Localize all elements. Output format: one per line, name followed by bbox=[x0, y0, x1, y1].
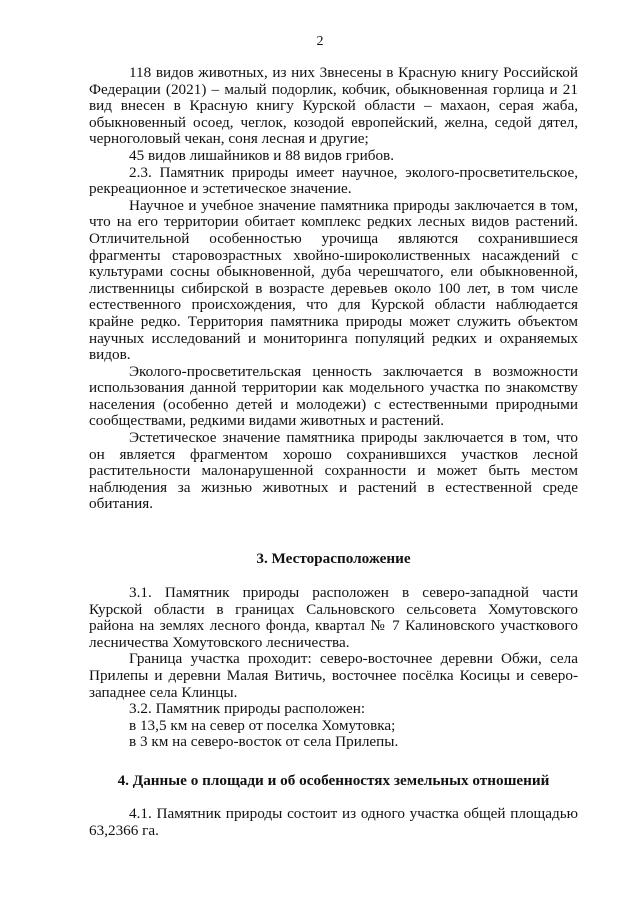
section-3-body bbox=[89, 585, 578, 751]
section-2-continuation bbox=[89, 65, 578, 513]
section-3-heading: 3. Месторасположение bbox=[256, 550, 411, 567]
paragraph-4-1: 4.1. Памятник природы состоит из одного участка общей площадью 63,2366 га. bbox=[89, 805, 578, 839]
paragraph-3-1: 3.1. Памятник природы расположен в северо-западной части Курской области в границах Сальновского сельсовета Хомутовского района на землях лесного фонда, квартал № 7 Калиновского участкового лесничества Хомутовского лесничества. bbox=[89, 584, 578, 651]
paragraph-aesthetic-value: Эстетическое значение памятника природы заключается в том, что он является фрагментом хорошо сохранившихся участков лесной растительности малонарушенной сохранности и может быть местом наблюдения за жизнью животных и растений в естественной среде обитания. bbox=[89, 429, 578, 513]
page-number: 2 bbox=[316, 34, 324, 49]
section-4-body bbox=[89, 806, 578, 839]
paragraph-3-2: 3.2. Памятник природы расположен: bbox=[129, 700, 366, 718]
section-4-heading: 4. Данные о площади и об особенностях земельных отношений bbox=[117, 772, 550, 789]
paragraph-border: Граница участка проходит: северо-восточнее деревни Обжи, села Прилепы и деревни Малая Витичь, восточнее посёлка Косицы и северо-западнее села Клинцы. bbox=[89, 650, 578, 701]
paragraph-2-3: 2.3. Памятник природы имеет научное, эколого-просветительское, рекреационное и эстетическое значение. bbox=[89, 163, 578, 198]
paragraph-educational-value: Эколого-просветительская ценность заключается в возможности использования данной территории как модельного участка по знакомству населения (особенно детей и молодежи) с естественными природными сообществами, редкими видами животных и растений. bbox=[89, 362, 578, 430]
paragraph-scientific-value: Научное и учебное значение памятника природы заключается в том, что на его территории обитает комплекс редких лесных видов растений. Отличительной особенностью урочища являются сохранившиеся фрагменты старовозрастных хвойно-широколиственных насаждений с культурами сосны обыкновенной, дуба черешчатого, ели обыкновенной, лиственницы сибирской в возрасте деревьев около 100 лет, в том числе естественного происхождения, что для Курской области наблюдается крайне редко. Территория памятника природы может служить объектом научных исследований и мониторинга популяций редких и охраняемых видов. bbox=[89, 196, 578, 364]
location-list-item: в 3 км на северо-восток от села Прилепы. bbox=[129, 733, 399, 751]
paragraph-lichens: 45 видов лишайников и 88 видов грибов. bbox=[129, 146, 395, 164]
location-list-item: в 13,5 км на север от поселка Хомутовка; bbox=[129, 716, 396, 734]
paragraph-fauna: 118 видов животных, из них 3внесены в Красную книгу Российской Федерации (2021) – малый подорлик, кобчик, обыкновенная горлица и 21 вид внесен в Красную книгу Курской области – махаон, серая жаба, обыкновенный осоед, чеглок, козодой европейский, желна, седой дятел, черноголовый чекан, соня лесная и другие; bbox=[89, 64, 578, 148]
